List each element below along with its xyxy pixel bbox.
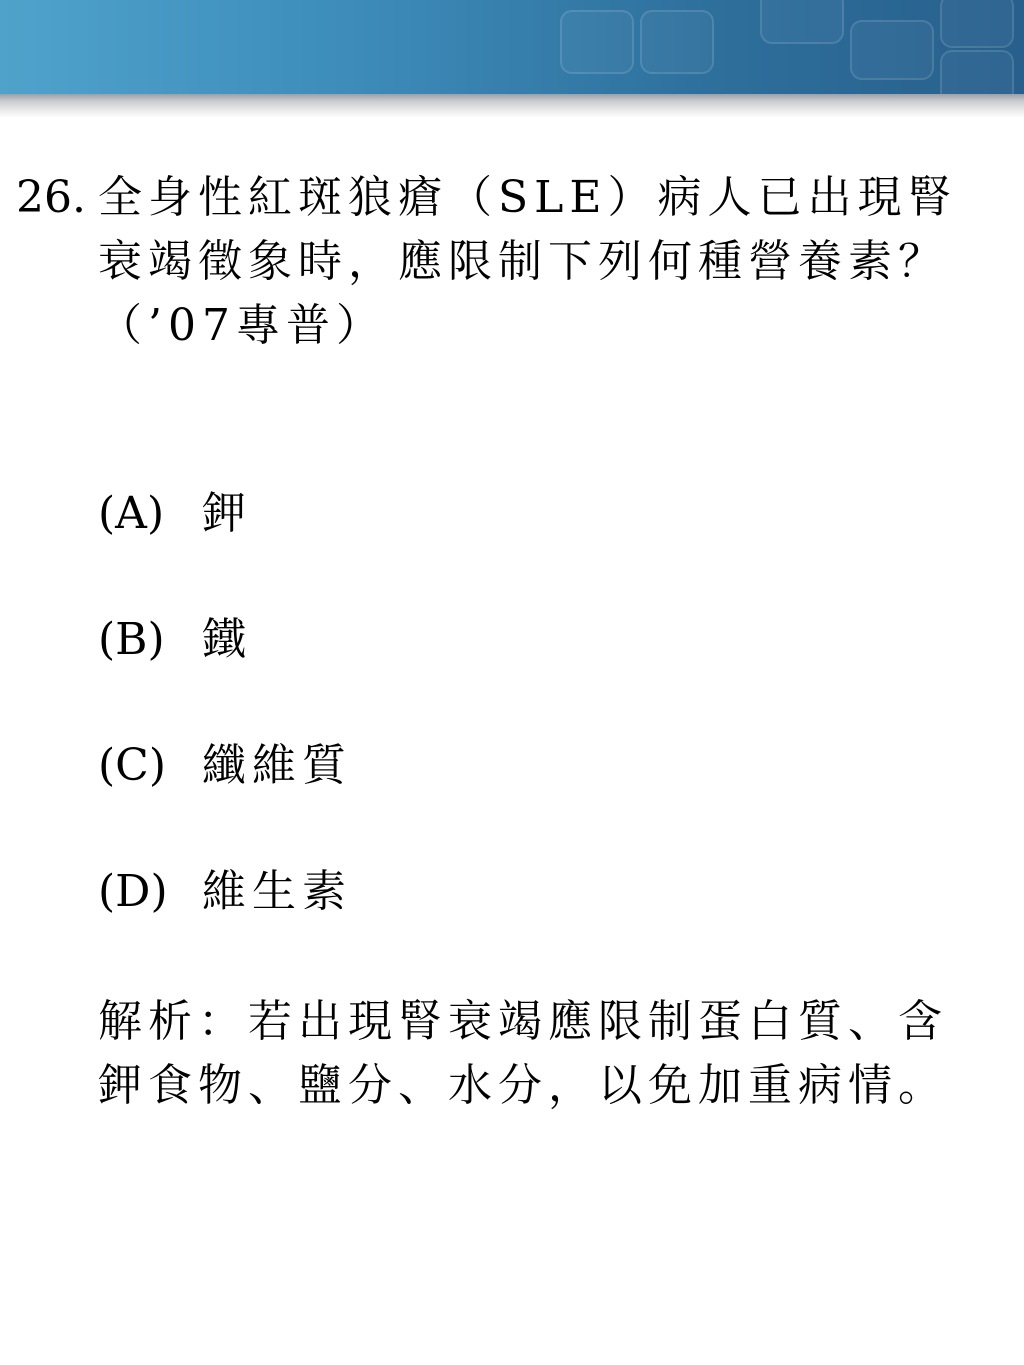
option-letter: (C)	[98, 740, 166, 791]
header-banner	[0, 0, 1024, 94]
option-text: 纖維質	[202, 740, 352, 791]
banner-decoration	[850, 20, 934, 80]
analysis-line: 解析：若出現腎衰竭應限制蛋白質、含	[98, 996, 948, 1047]
question-line: 衰竭徵象時，應限制下列何種營養素？	[98, 236, 948, 287]
banner-decoration	[940, 50, 1014, 94]
option-letter: (D)	[98, 866, 168, 917]
option-letter: (A)	[98, 488, 165, 539]
banner-decoration	[760, 0, 844, 44]
option-text: 鐵	[202, 614, 252, 665]
question-source: （’07專普）	[98, 300, 386, 351]
banner-decoration	[640, 10, 714, 74]
question-line: 全身性紅斑狼瘡（SLE）病人已出現腎	[98, 172, 958, 223]
option-text: 維生素	[202, 866, 352, 917]
question-text	[98, 166, 998, 358]
banner-decoration	[940, 0, 1014, 48]
analysis-line: 鉀食物、鹽分、水分，以免加重病情。	[98, 1060, 948, 1111]
option-c	[98, 736, 352, 796]
option-d	[98, 862, 352, 922]
option-text: 鉀	[202, 488, 252, 539]
question-number: 26.	[16, 172, 86, 223]
option-a	[98, 484, 252, 544]
banner-decoration	[560, 10, 634, 74]
analysis-text	[98, 990, 1008, 1118]
header-shadow	[0, 94, 1024, 118]
option-b	[98, 610, 252, 670]
option-letter: (B)	[98, 614, 165, 665]
